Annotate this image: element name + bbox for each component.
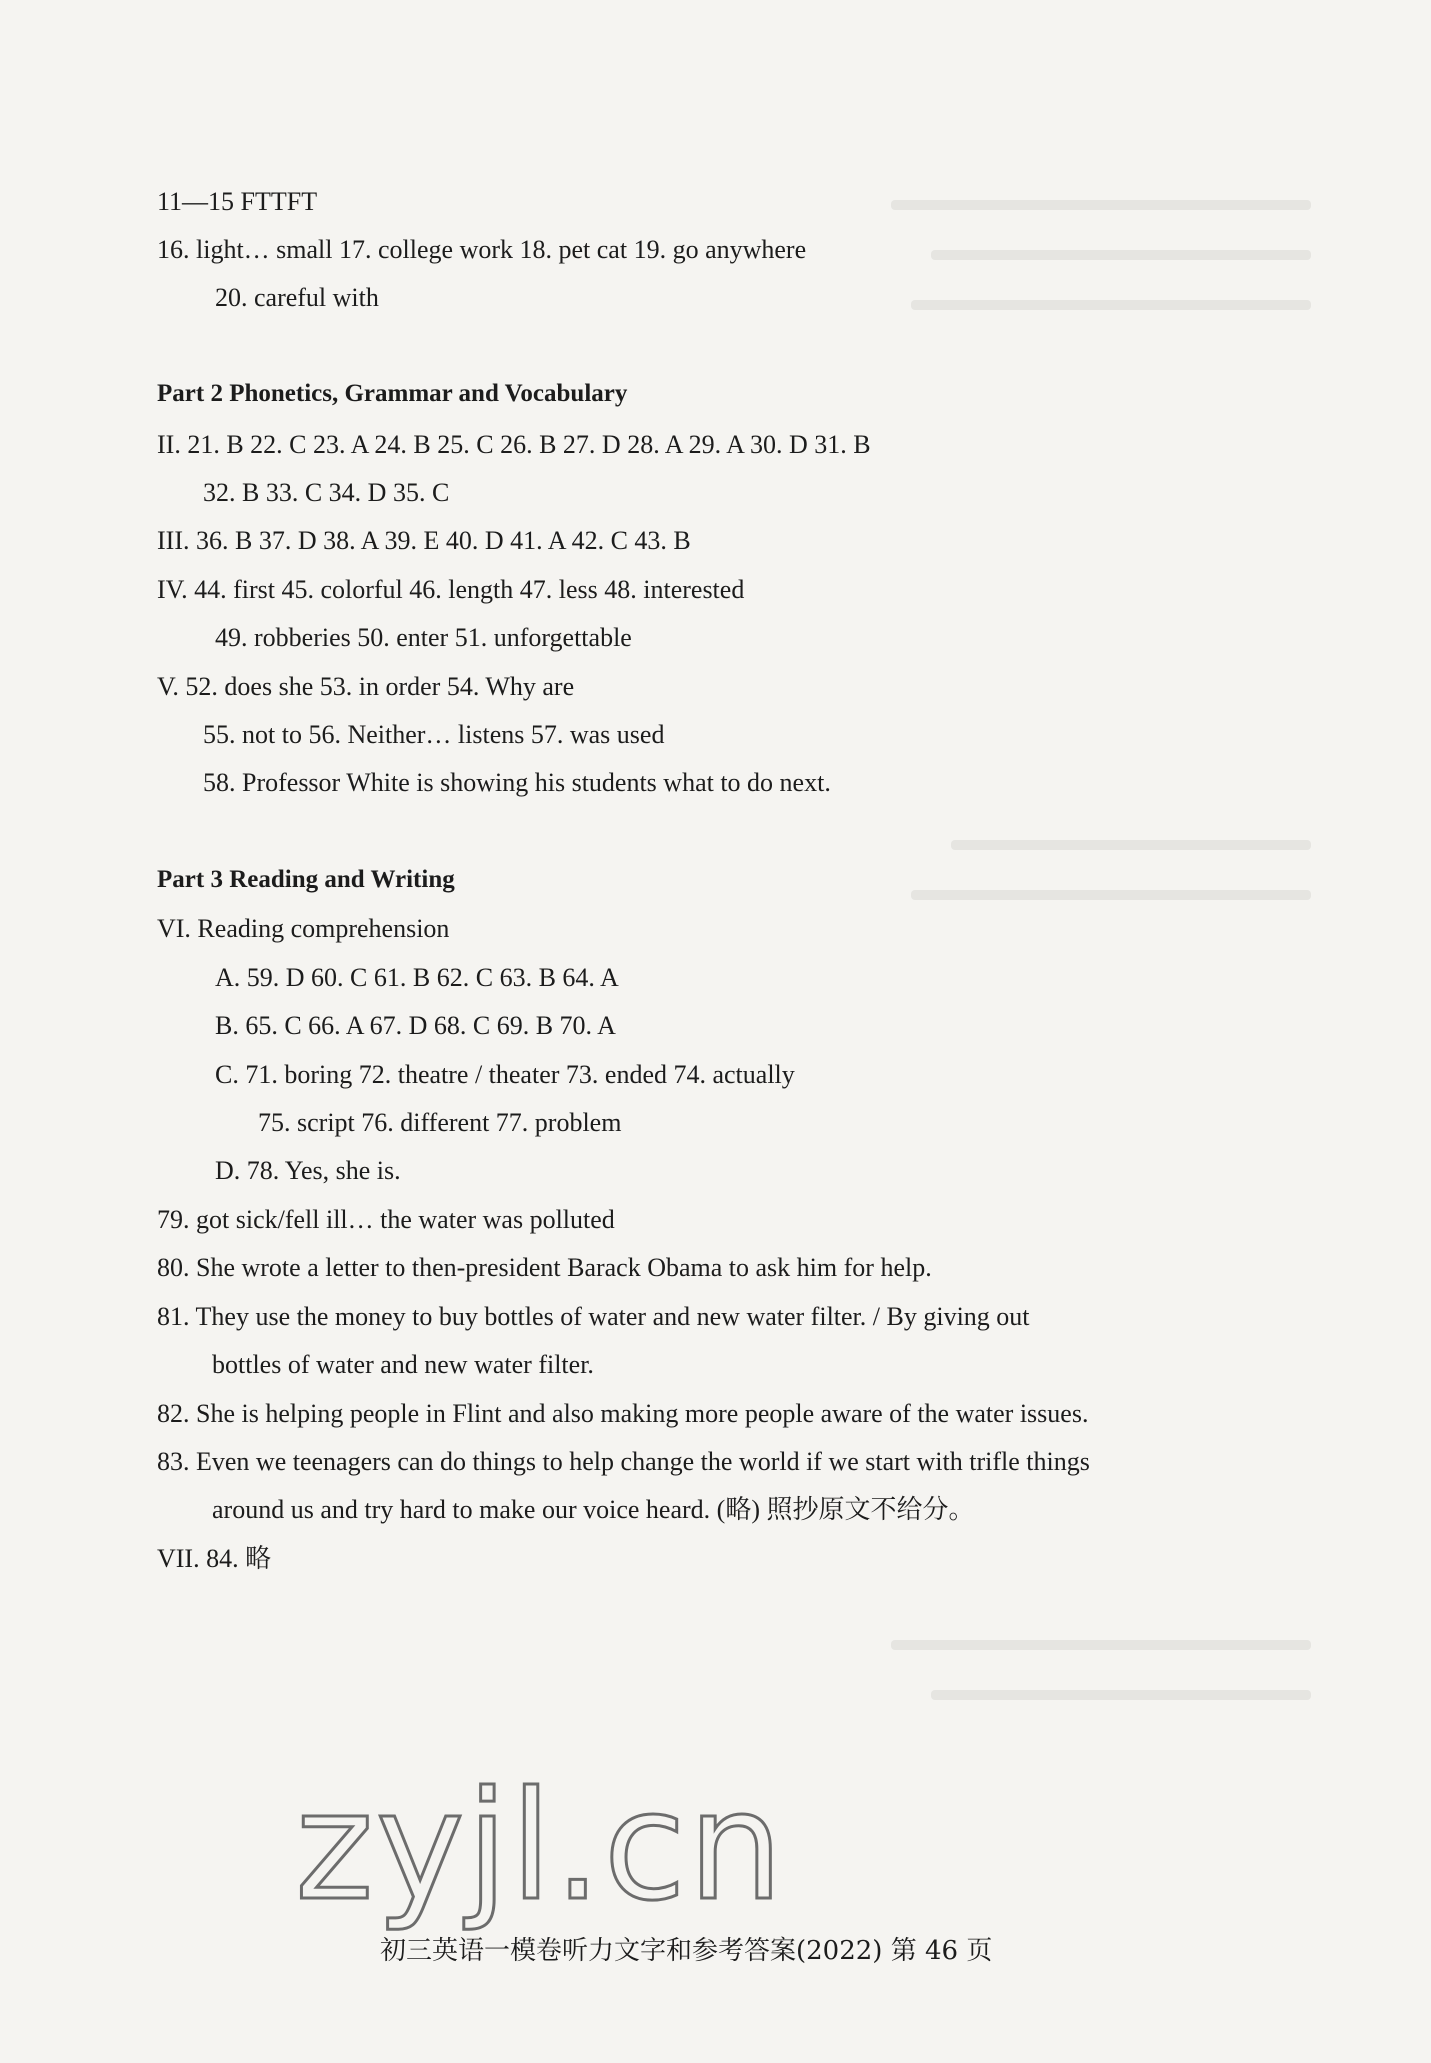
bleed-through	[911, 300, 1311, 310]
answer-line-81-a: 81. They use the money to buy bottles of water and new water filter. / By giving out	[157, 1302, 1030, 1331]
answer-line-16-19: 16. light… small 17. college work 18. pet cat 19. go anywhere	[157, 235, 807, 264]
bleed-through	[931, 1690, 1311, 1700]
answer-line-83-a: 83. Even we teenagers can do things to help change the world if we start with trifle things	[157, 1447, 1090, 1476]
answer-line-VI: VI. Reading comprehension	[157, 914, 450, 943]
answer-line-79: 79. got sick/fell ill… the water was polluted	[157, 1205, 615, 1234]
answer-line-VII: VII. 84. 略	[157, 1544, 272, 1573]
answer-line-A: A. 59. D 60. C 61. B 62. C 63. B 64. A	[215, 963, 619, 992]
answer-line-81-b: bottles of water and new water filter.	[212, 1350, 594, 1379]
bleed-through	[911, 890, 1311, 900]
answer-line-82: 82. She is helping people in Flint and also making more people aware of the water issues.	[157, 1399, 1089, 1428]
answer-line-V-b: 55. not to 56. Neither… listens 57. was used	[203, 720, 665, 749]
watermark-logo: zyjl.cn	[295, 1760, 786, 1934]
answer-line-83-b: around us and try hard to make our voice heard. (略) 照抄原文不给分。	[212, 1495, 975, 1524]
answer-line-B: B. 65. C 66. A 67. D 68. C 69. B 70. A	[215, 1011, 616, 1040]
answer-line-III: III. 36. B 37. D 38. A 39. E 40. D 41. A 42. C 43. B	[157, 526, 691, 555]
bleed-through	[931, 250, 1311, 260]
answer-line-C-b: 75. script 76. different 77. problem	[258, 1108, 622, 1137]
answer-line-V-a: V. 52. does she 53. in order 54. Why are	[157, 672, 575, 701]
answer-line-80: 80. She wrote a letter to then-president Barack Obama to ask him for help.	[157, 1253, 932, 1282]
answer-line-II-a: II. 21. B 22. C 23. A 24. B 25. C 26. B 27. D 28. A 29. A 30. D 31. B	[157, 430, 871, 459]
answer-line-II-b: 32. B 33. C 34. D 35. C	[203, 478, 450, 507]
bleed-through	[891, 1640, 1311, 1650]
answer-line-IV-b: 49. robberies 50. enter 51. unforgettable	[215, 623, 632, 652]
answer-line-C-a: C. 71. boring 72. theatre / theater 73. ended 74. actually	[215, 1060, 795, 1089]
answer-line-IV-a: IV. 44. first 45. colorful 46. length 47. less 48. interested	[157, 575, 745, 604]
bleed-through	[951, 840, 1311, 850]
section-heading-part3: Part 3 Reading and Writing	[157, 866, 455, 893]
bleed-through	[891, 200, 1311, 210]
answer-line-11-15: 11—15 FTTFT	[157, 187, 318, 216]
answer-line-V-c: 58. Professor White is showing his students what to do next.	[203, 768, 831, 797]
answer-line-20: 20. careful with	[215, 283, 379, 312]
answer-line-D: D. 78. Yes, she is.	[215, 1156, 401, 1185]
section-heading-part2: Part 2 Phonetics, Grammar and Vocabulary	[157, 380, 628, 407]
page-footer: 初三英语一模卷听力文字和参考答案(2022) 第 46 页	[380, 1936, 993, 1966]
